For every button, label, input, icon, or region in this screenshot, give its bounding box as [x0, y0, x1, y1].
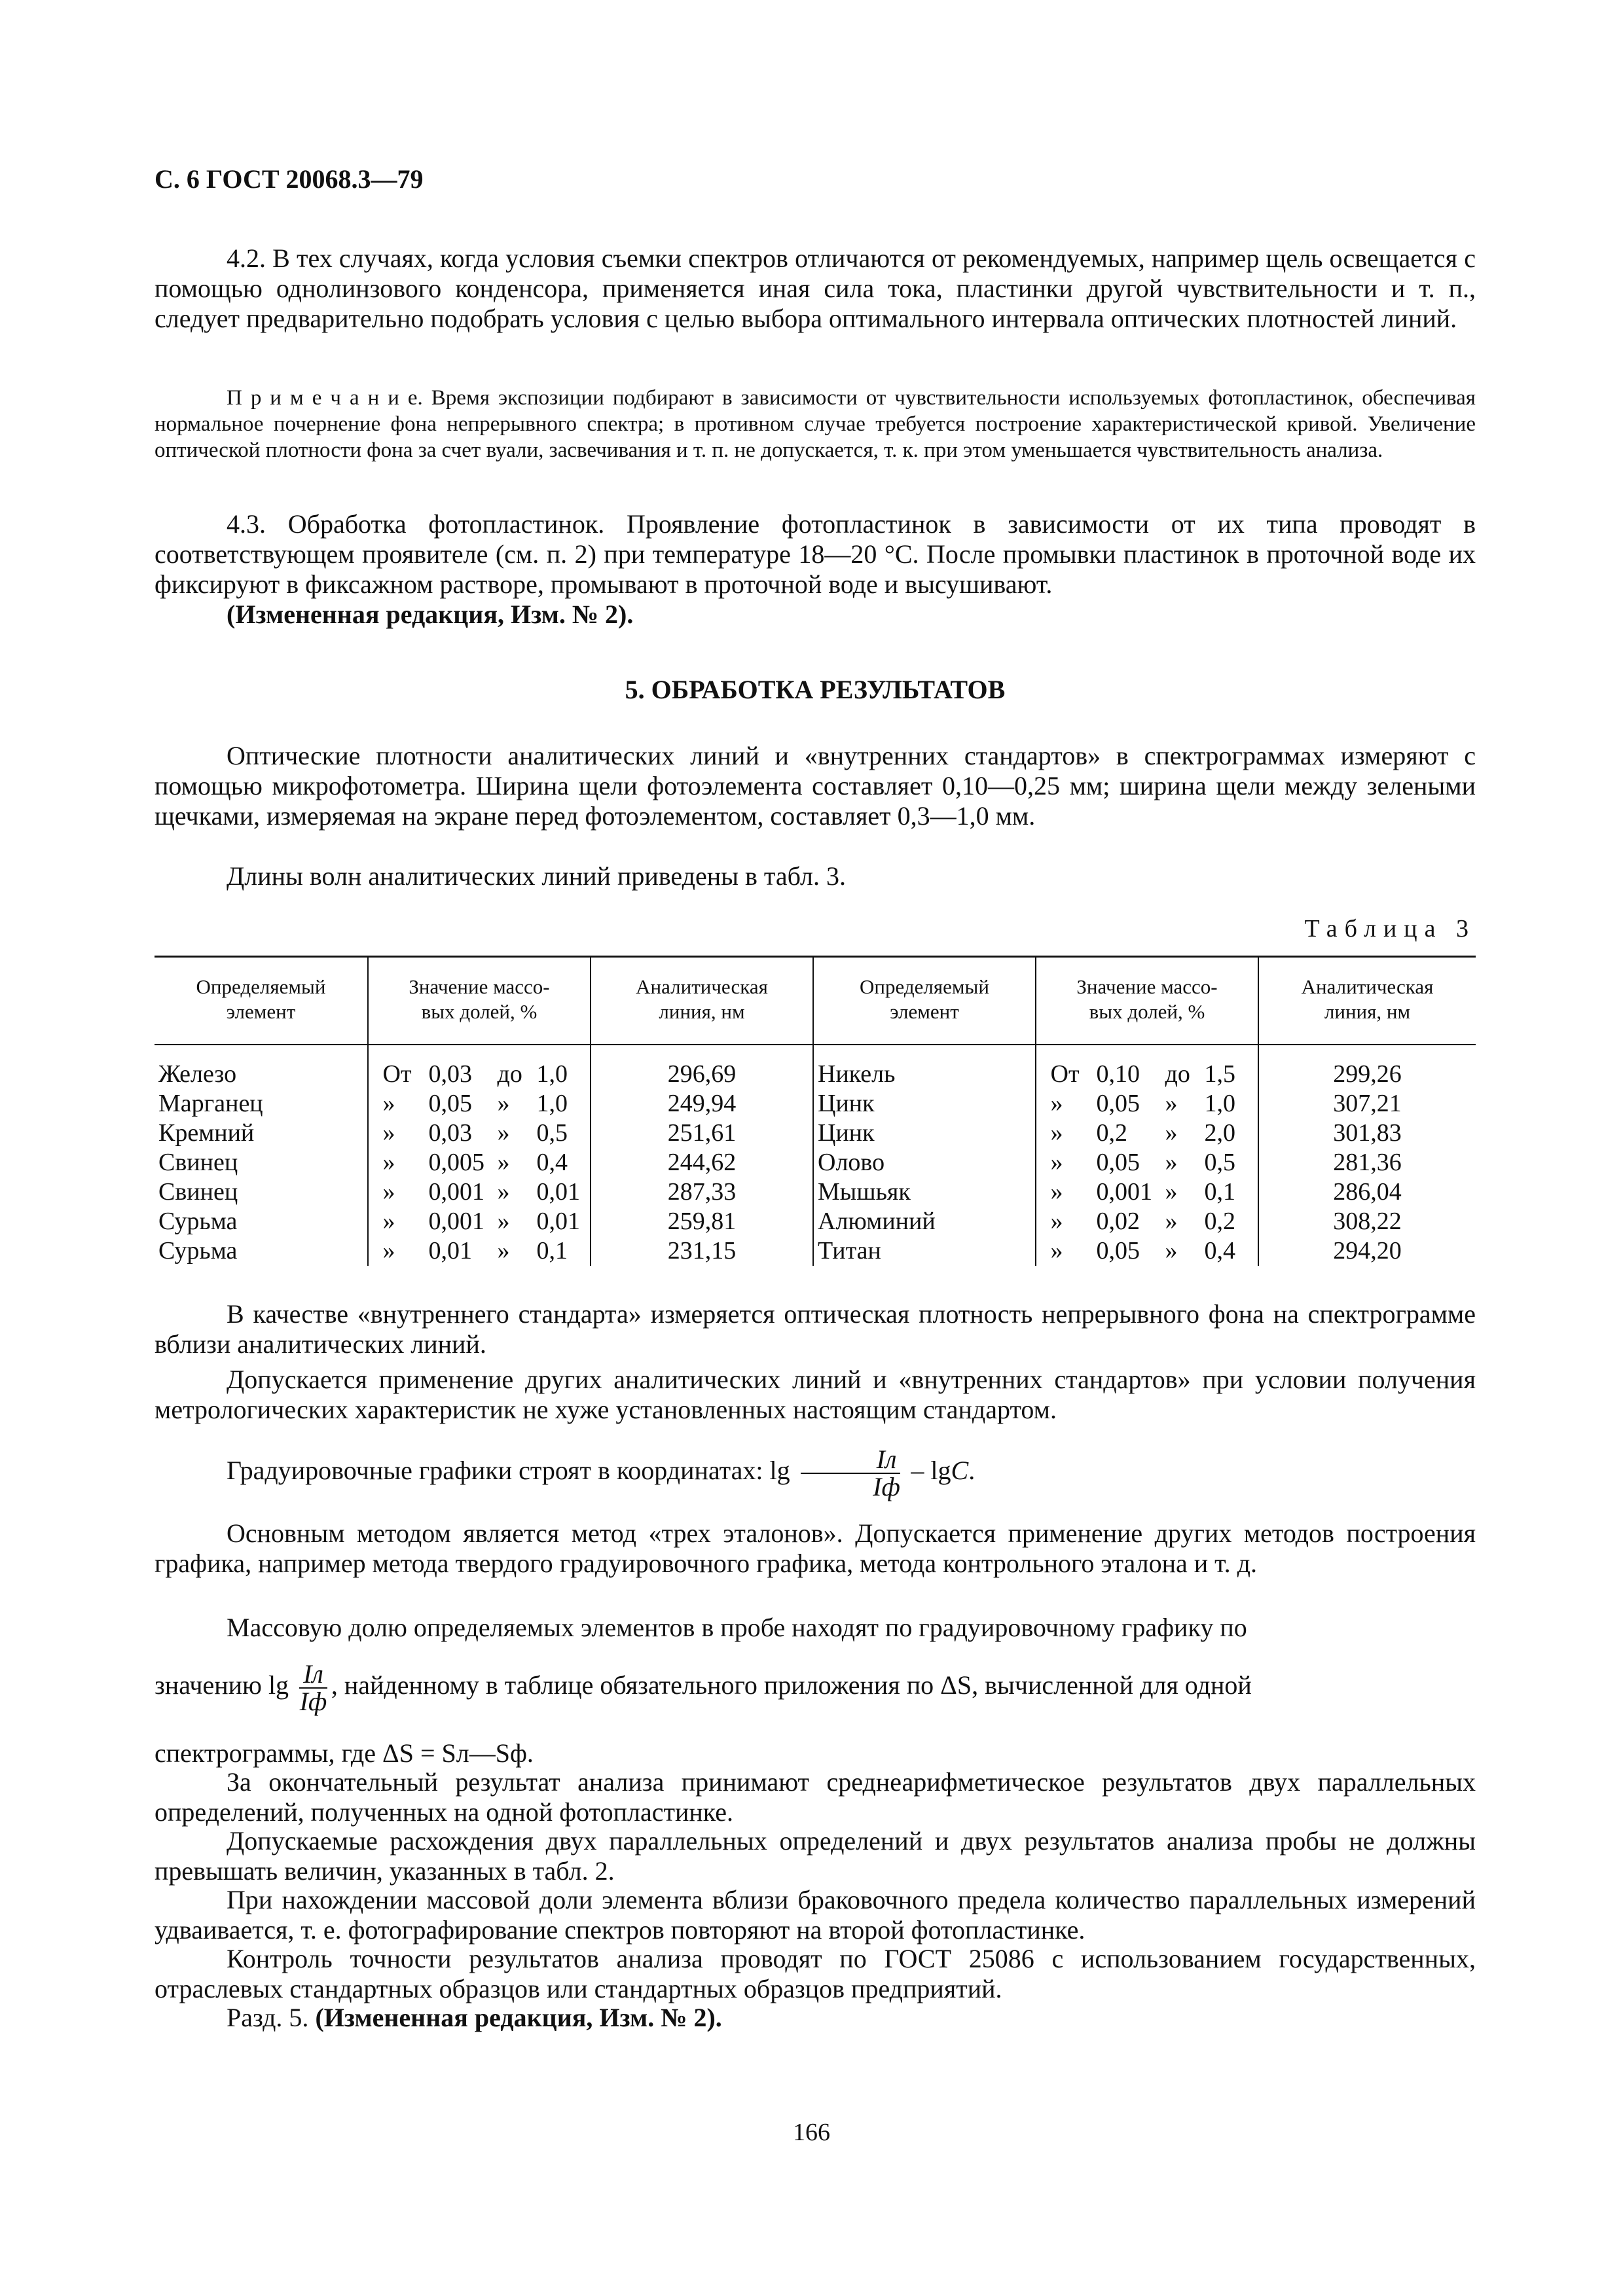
element-name: Кремний: [158, 1119, 255, 1147]
mass-fraction-range: » 0,05 » 0,4: [1036, 1236, 1258, 1266]
element-name: Никель: [813, 1045, 1036, 1089]
amendment-note-4-3: (Измененная редакция, Изм. № 2).: [227, 600, 634, 629]
paragraph-section-amendment: Разд. 5. (Измененная редакция, Изм. № 2).: [227, 2003, 722, 2032]
element-name: Титан: [813, 1236, 1036, 1266]
mass-fraction-range: » 0,05 » 0,5: [1036, 1148, 1258, 1177]
table-row: [155, 1148, 1476, 1177]
analytical-line: 286,04: [1258, 1177, 1476, 1207]
element-name: Цинк: [813, 1089, 1036, 1119]
paragraph-final-result: За окончательный результат анализа принимают среднеарифметическое результатов двух параллельных определений, полученных на одной фотопластинке.: [155, 1767, 1476, 1827]
lg-c-text: – lg: [911, 1456, 951, 1486]
analytical-line: 251,61: [591, 1119, 813, 1148]
mass-fraction-range: » 0,001 » 0,01: [368, 1177, 591, 1207]
value-prefix: значению: [155, 1670, 262, 1700]
table-row: [155, 1177, 1476, 1207]
note-paragraph: [155, 385, 1476, 463]
table-row: [155, 1119, 1476, 1148]
paragraph-calibration: Градуировочные графики строят в координатах: lg $\frac{Iл}{Iф}$ – lgC.: [227, 1444, 976, 1501]
table-row: [155, 1207, 1476, 1236]
header-line-1: Аналитическая линия, нм: [591, 957, 813, 1045]
paragraph-three-standards: Основным методом является метод «трех эталонов». Допускается применение других методов построения графика, например метода твердого градуировочного графика, метода контрольного эталона и т. д.: [155, 1518, 1476, 1578]
value-suffix: , найденному в таблице обязательного приложения по ΔS, вычисленной для одной: [331, 1670, 1252, 1700]
element-name: Железо: [158, 1060, 237, 1088]
analytical-line: 307,21: [1258, 1089, 1476, 1119]
lg-symbol: lg: [769, 1456, 790, 1486]
element-name: Сурьма: [158, 1237, 238, 1265]
paragraph-accuracy-control: Контроль точности результатов анализа проводят по ГОСТ 25086 с использованием государственных, отраслевых стандартных образцов или стандартных образцов предприятий.: [155, 1944, 1476, 2003]
mass-fraction-range: » 0,2 » 2,0: [1036, 1119, 1258, 1148]
analytical-line: 231,15: [591, 1236, 813, 1266]
paragraph-mass-fraction: Массовую долю определяемых элементов в пробе находят по градуировочному графику по: [227, 1613, 1247, 1642]
amendment-note-section-5: (Измененная редакция, Изм. № 2).: [315, 2003, 722, 2032]
element-name: Свинец: [158, 1149, 238, 1176]
page-number: 166: [793, 2119, 830, 2146]
table-caption: Таблица 3: [1304, 915, 1476, 942]
table-row: [155, 1089, 1476, 1119]
mass-fraction-range: » 0,01 » 0,1: [368, 1236, 591, 1266]
paragraph-4-2: 4.2. В тех случаях, когда условия съемки спектров отличаются от рекомендуемых, например щель освещается с помощью однолинзового конденсора, применяется иная сила тока, пластинки другой чувствительности и т. п., следует предварительно подобрать условия с целью выбора оптимального интервала оптических плотностей линий.: [155, 243, 1476, 333]
paragraph-reject-limit: При нахождении массовой доли элемента вблизи браковочного предела количество параллельных измерений удваивается, т. е. фотографирование спектров повторяют на второй фотопластинке.: [155, 1885, 1476, 1945]
mass-fraction-range: » 0,05 » 1,0: [368, 1089, 591, 1119]
paragraph-delta-s: спектрограммы, где ΔS = Sл—Sф.: [155, 1738, 534, 1768]
table-3: [155, 956, 1476, 1266]
table-row: [155, 1236, 1476, 1266]
table-row: [155, 1045, 1476, 1089]
analytical-line: 249,94: [591, 1089, 813, 1119]
paragraph-5-1: Оптические плотности аналитических линий и «внутренних стандартов» в спектрограммах измеряют с помощью микрофотометра. Ширина щели фотоэлемента составляет 0,10—0,25 мм; ширина щели между зелеными щечками, измеряемая на экране перед фотоэлементом, составляет 0,3—1,0 мм.: [155, 741, 1476, 831]
paragraph-5-2: Длины волн аналитических линий приведены в табл. 3.: [227, 861, 846, 891]
paragraph-discrepancies: Допускаемые расхождения двух параллельных определений и двух результатов анализа пробы не должны превышать величин, указанных в табл. 2.: [155, 1826, 1476, 1886]
analytical-line: 301,83: [1258, 1119, 1476, 1148]
mass-fraction-range: » 0,001 » 0,01: [368, 1207, 591, 1236]
page-header-title: С. 6 ГОСТ 20068.3—79: [155, 164, 424, 194]
analytical-line: 308,22: [1258, 1207, 1476, 1236]
paragraph-4-3: 4.3. Обработка фотопластинок. Проявление фотопластинок в зависимости от их типа проводят в соответствующем проявителе (см. п. 2) при температуре 18—20 °С. После промывки пластинок в проточной воде их фиксируют в фиксажном растворе, промывают в проточной воде и высушивают.: [155, 509, 1476, 599]
element-name: Сурьма: [158, 1208, 238, 1235]
mass-fraction-range: » 0,005 » 0,4: [368, 1148, 591, 1177]
header-mass-2: Значение массо- вых долей, %: [1036, 957, 1258, 1045]
note-label: П р и м е ч а н и е.: [227, 386, 423, 410]
element-name: Свинец: [158, 1178, 238, 1206]
element-name: Алюминий: [813, 1207, 1036, 1236]
element-name: Цинк: [813, 1119, 1036, 1148]
analytical-line: 281,36: [1258, 1148, 1476, 1177]
concentration-symbol: C: [951, 1456, 969, 1486]
intensity-ratio-fraction: $\frac{Iл}{Iф}$: [801, 1446, 901, 1500]
analytical-line: 259,81: [591, 1207, 813, 1236]
header-line-2: Аналитическая линия, нм: [1258, 957, 1476, 1045]
note-text: Время экспозиции подбирают в зависимости от чувствительности используемых фотопластинок, обеспечивая нормальное почернение фона непрерывного спектра; в противном случае требуется построение характеристической кривой. Увеличение оптической плотности фона за счет вуали, засвечивания и т. п. не допускается, т. к. при этом уменьшается чувствительность анализа.: [155, 386, 1476, 462]
section-title: 5. ОБРАБОТКА РЕЗУЛЬТАТОВ: [625, 675, 1006, 704]
element-name: Марганец: [158, 1090, 263, 1117]
lg-symbol-2: lg: [268, 1670, 289, 1700]
mass-fraction-range: » 0,02 » 0,2: [1036, 1207, 1258, 1236]
paragraph-value-formula: [155, 1661, 1476, 1715]
header-element-1: Определяемый элемент: [155, 957, 368, 1045]
table-header-row: [155, 957, 1476, 1045]
analytical-line: 287,33: [591, 1177, 813, 1207]
analytical-line: 244,62: [591, 1148, 813, 1177]
mass-fraction-range: » 0,05 » 1,0: [1036, 1089, 1258, 1119]
mass-fraction-range: От 0,10 до 1,5: [1036, 1045, 1258, 1089]
mass-fraction-range: » 0,001 » 0,1: [1036, 1177, 1258, 1207]
table-body: [155, 1045, 1476, 1266]
element-name: Олово: [813, 1148, 1036, 1177]
element-name: Мышьяк: [813, 1177, 1036, 1207]
mass-fraction-range: От 0,03 до 1,0: [368, 1045, 591, 1089]
header-mass-1: Значение массо- вых долей, %: [368, 957, 591, 1045]
intensity-ratio-fraction-2: $\frac{Iл}{Iф}$: [299, 1659, 327, 1716]
calibration-text: Градуировочные графики строят в координатах:: [227, 1456, 763, 1486]
analytical-line: 296,69: [591, 1045, 813, 1089]
analytical-line: 294,20: [1258, 1236, 1476, 1266]
header-element-2: Определяемый элемент: [813, 957, 1036, 1045]
paragraph-internal-standard: В качестве «внутреннего стандарта» измеряется оптическая плотность непрерывного фона на спектрограмме вблизи аналитических линий.: [155, 1299, 1476, 1359]
paragraph-other-lines: Допускается применение других аналитических линий и «внутренних стандартов» при условии получения метрологических характеристик не хуже установленных настоящим стандартом.: [155, 1365, 1476, 1424]
mass-fraction-range: » 0,03 » 0,5: [368, 1119, 591, 1148]
analytical-line: 299,26: [1258, 1045, 1476, 1089]
